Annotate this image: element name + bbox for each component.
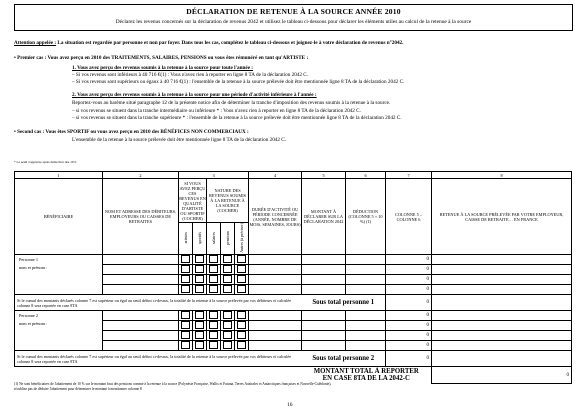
header-duree: DURÉE D'ACTIVITÉ OU PÉRIODE CONCERNÉE (ANNÉE, NOMBRE DE MOIS, SEMAINES, JOURS) <box>249 179 302 255</box>
checkbox-salaires[interactable] <box>209 285 218 293</box>
footer-note: (1) Ne sont bénéficiaires de l'abattement de 10 % sur le montant brut des pensions comme à la retenue à la source (Polynésie Française, Wallis et Futuna, Terres Australes et Antarctiques françaises et Nouvelle-Calédonie), n'oubliez pas de déduire l'abattement pour déterminer le montant à mentionner colonne 8 <box>14 382 332 391</box>
person1-label: Personne 1 <box>19 257 38 262</box>
retenue-input[interactable] <box>432 331 572 341</box>
duree-input[interactable] <box>249 331 302 341</box>
table-row <box>15 311 572 321</box>
montant-input[interactable] <box>302 311 346 321</box>
duree-input[interactable] <box>249 321 302 331</box>
attention-text: La situation est regardée par personne et non par foyer. Dans tous les cas, complétez le tableau ci-dessous et joignez-le à votre déclaration de revenus n°2042. <box>56 40 404 46</box>
form-title: DÉCLARATION DE RETENUE À LA SOURCE ANNÉE 2010 <box>186 7 401 16</box>
checkbox-salaires[interactable] <box>209 341 218 349</box>
note-p2: Si le cumul des montants déclarés colonne 7 est supérieur ou égal au seuil défini ci-dessus, la totalité de la retenue à la source prélevée par vos débiteurs et calculée colonne 8 sera reportée en case 8TA <box>15 351 302 367</box>
debiteur-input[interactable] <box>103 275 179 285</box>
subtotal-p1-label: Sous total personne 1 <box>302 295 386 311</box>
withholding-table <box>14 171 572 384</box>
header-beneficiaire: BÉNÉFICIAIRE <box>15 179 103 255</box>
montant-input[interactable] <box>302 341 346 351</box>
duree-input[interactable] <box>249 265 302 275</box>
deduction-input[interactable] <box>346 285 386 295</box>
note-p1: Si le cumul des montants déclarés colonne 7 est supérieur ou égal au seuil défini ci-dessus, la totalité de la retenue à la source prélevée par vos débiteurs et calculée colonne 8 sera reportée en case 8TA <box>15 295 302 311</box>
subtotal-p2-retenue[interactable] <box>432 351 572 367</box>
debiteur-input[interactable] <box>103 331 179 341</box>
checkbox-autres[interactable] <box>237 285 246 293</box>
retenue-input[interactable] <box>432 285 572 295</box>
checkbox-artiste[interactable] <box>181 321 190 329</box>
header-nature: NATURE DES REVENUS SOUMIS À LA RETENUE À LA SOURCE (COCHER) <box>207 179 249 223</box>
checkbox-salaires[interactable] <box>209 265 218 273</box>
checkbox-artiste[interactable] <box>181 341 190 349</box>
attention-paragraph <box>14 40 403 46</box>
checkbox-artiste[interactable] <box>181 275 190 283</box>
checkbox-salaires[interactable] <box>209 311 218 319</box>
checkbox-pensions[interactable] <box>223 321 232 329</box>
page-number: 16 <box>287 402 293 408</box>
deduction-input[interactable] <box>346 341 386 351</box>
label-salaires: salaires <box>211 232 216 244</box>
duree-input[interactable] <box>249 275 302 285</box>
subtotal-p2-value[interactable]: 0 <box>386 351 432 367</box>
subtotal-p2-label: Sous total personne 2 <box>302 351 386 367</box>
colonne-value[interactable]: 0 <box>386 331 432 341</box>
retenue-input[interactable] <box>432 265 572 275</box>
person1-cell[interactable] <box>15 255 103 295</box>
subtotal-p1-retenue[interactable] <box>432 295 572 311</box>
colonne-value[interactable]: 0 <box>386 341 432 351</box>
section1-sub2-line1: Reportez-vous au barème situé paragraphe 12 de la présente notice afin de déterminer la tranche d'imposition des revenus soumis à la retenue à la source. <box>72 100 391 106</box>
subtotal-p1-value[interactable]: 0 <box>386 295 432 311</box>
section2-heading: • Second cas : Vous êtes SPORTIF ou vous avez perçu en 2010 des BÉNÉFICES NON COMMERCIAUX : <box>14 129 249 135</box>
header-montant: MONTANT À DÉCLARER SUR LA DÉCLARATION 2042 <box>302 179 346 255</box>
duree-input[interactable] <box>249 255 302 265</box>
person2-cell[interactable] <box>15 311 103 351</box>
column-number-row <box>15 172 572 179</box>
checkbox-artiste[interactable] <box>181 331 190 339</box>
checkbox-sportif[interactable] <box>195 311 204 319</box>
form-subtitle: Déclarez les revenus concernés sur la déclaration de revenus 2042 et utilisez le tableau ci-dessous pour déclarer les éléments utiles au calcul de la retenue à la source <box>115 19 472 25</box>
debiteur-input[interactable] <box>103 255 179 265</box>
montant-input[interactable] <box>302 265 346 275</box>
section1-sub2-line3: – si vos revenus se situent dans la tranche supérieure * : l'ensemble de la retenue à la source prélevée doit être mentionnée ligne 8 TA de la déclaration 2042 C. <box>72 115 402 121</box>
checkbox-artiste[interactable] <box>181 311 190 319</box>
montant-input[interactable] <box>302 285 346 295</box>
subtotal-row-p1 <box>15 295 572 311</box>
checkbox-salaires[interactable] <box>209 255 218 263</box>
checkbox-autres[interactable] <box>237 265 246 273</box>
label-pensions: pensions <box>225 231 230 245</box>
col-number: 8 <box>432 172 572 179</box>
section2-line1: L'ensemble de la retenue à la source prélevée doit être mentionnée ligne 8 TA de la déclaration 2042 C. <box>72 137 287 143</box>
label-sportifs: sportifs <box>197 232 202 244</box>
debiteur-input[interactable] <box>103 265 179 275</box>
deduction-input[interactable] <box>346 331 386 341</box>
header-debiteurs: NOM ET ADRESSE DES DÉBITEURS, EMPLOYEURS OU CAISSES DE RETRAITES <box>103 179 179 255</box>
debiteur-input[interactable] <box>103 321 179 331</box>
person2-name-label: nom et prénom : <box>19 321 48 326</box>
section1-sub2-title: 2. Vous avez perçu des revenus soumis à la retenue à la source pour une période d'activité inférieure à l'année : <box>72 92 317 98</box>
header-deduction: DÉDUCTION (COLONNE 5 × 10 %) (1) <box>346 179 386 255</box>
retenue-input[interactable] <box>432 321 572 331</box>
header-colonne: COLONNE 5 – COLONNE 6 <box>386 179 432 255</box>
subtotal-row-p2 <box>15 351 572 367</box>
section1-sub1-line2: – Si vos revenus sont supérieurs ou égaux à 40 716 €(1) : l'ensemble de la retenue à la source prélevée doit être mentionnée ligne 8 TA de la déclaration 2042 C. <box>72 79 405 85</box>
montant-input[interactable] <box>302 321 346 331</box>
colonne-value[interactable]: 0 <box>386 265 432 275</box>
form-header <box>14 4 573 31</box>
checkbox-pensions[interactable] <box>223 331 232 339</box>
checkbox-autres[interactable] <box>237 321 246 329</box>
checkbox-autres[interactable] <box>237 275 246 283</box>
col-number: 3 <box>179 172 249 179</box>
checkbox-pensions[interactable] <box>223 275 232 283</box>
checkbox-pensions[interactable] <box>223 285 232 293</box>
retenue-input[interactable] <box>432 255 572 265</box>
checkbox-autres[interactable] <box>237 331 246 339</box>
checkbox-autres[interactable] <box>237 341 246 349</box>
checkbox-autres[interactable] <box>237 311 246 319</box>
col-number: 1 <box>15 172 103 179</box>
section1-sub2-line2: – si vos revenus se situent dans la tranche intermédiaire ou inférieure * : Vous n'avez rien à reporter en ligne 8 TA de la déclaration 2042 C. <box>72 108 361 114</box>
colonne-value[interactable]: 0 <box>386 255 432 265</box>
header-row <box>15 179 572 223</box>
checkbox-sportif[interactable] <box>195 331 204 339</box>
debiteur-input[interactable] <box>103 285 179 295</box>
checkbox-pensions[interactable] <box>223 265 232 273</box>
colonne-value[interactable]: 0 <box>386 285 432 295</box>
debiteur-input[interactable] <box>103 311 179 321</box>
deduction-input[interactable] <box>346 311 386 321</box>
header-retenue: RETENUE À LA SOURCE PRÉLEVÉE PAR VOTRE EMPLOYEUR, CAISSE DE RETRAITE… EN FRANCE <box>432 179 572 255</box>
col-number: 6 <box>346 172 386 179</box>
retenue-input[interactable] <box>432 341 572 351</box>
total-value[interactable]: 0 <box>432 367 572 384</box>
checkbox-artiste[interactable] <box>181 265 190 273</box>
duree-input[interactable] <box>249 341 302 351</box>
header-qualite: SI VOUS AVEZ PERÇU CES REVENUS EN QUALITÉ D'ARTISTE OU SPORTIF (COCHER) <box>179 180 206 221</box>
section1-sub1-title: 1. Vous avez perçu des revenus soumis à la retenue à la source pour toute l'année : <box>72 65 254 71</box>
col-number: 5 <box>302 172 346 179</box>
colonne-value[interactable]: 0 <box>386 311 432 321</box>
section1-heading: • Premier cas : Vous avez perçu en 2010 des TRAITEMENTS, SALAIRES, PENSIONS ou vous êtes rémunéré en tant qu'ARTISTE : <box>14 55 309 61</box>
col-number: 7 <box>386 172 432 179</box>
total-label-line1: MONTANT TOTAL À REPORTER <box>313 368 419 376</box>
checkbox-pensions[interactable] <box>223 311 232 319</box>
checkbox-pensions[interactable] <box>223 341 232 349</box>
montant-input[interactable] <box>302 255 346 265</box>
deduction-input[interactable] <box>346 255 386 265</box>
attention-label: Attention appelée : <box>14 40 57 46</box>
checkbox-autres[interactable] <box>237 255 246 263</box>
total-label <box>302 367 432 384</box>
checkbox-salaires[interactable] <box>209 321 218 329</box>
checkbox-sportif[interactable] <box>195 285 204 293</box>
debiteur-input[interactable] <box>103 341 179 351</box>
montant-input[interactable] <box>302 275 346 285</box>
checkbox-sportif[interactable] <box>195 265 204 273</box>
col-number: 4 <box>249 172 302 179</box>
colonne-value[interactable]: 0 <box>386 275 432 285</box>
colonne-value[interactable]: 0 <box>386 321 432 331</box>
section1-sub1-line1: – Si vos revenus sont inférieurs à 40 716 €(1) : Vous n'avez rien à reporter en ligne 8 TA de la déclaration 2042 C. <box>72 72 309 78</box>
checkbox-artiste[interactable] <box>181 285 190 293</box>
retenue-input[interactable] <box>432 311 572 321</box>
label-autres: Autres (à préciser) <box>239 223 245 253</box>
deduction-input[interactable] <box>346 265 386 275</box>
deduction-input[interactable] <box>346 275 386 285</box>
table-row <box>15 255 572 265</box>
checkbox-sportif[interactable] <box>195 321 204 329</box>
col-number: 2 <box>103 172 179 179</box>
checkbox-sportif[interactable] <box>195 275 204 283</box>
checkbox-pensions[interactable] <box>223 255 232 263</box>
montant-input[interactable] <box>302 331 346 341</box>
duree-input[interactable] <box>249 285 302 295</box>
retenue-input[interactable] <box>432 275 572 285</box>
total-label-line2: EN CASE 8TA DE LA 2042-C <box>322 375 410 383</box>
person1-name-label: nom et prénom : <box>19 265 48 270</box>
duree-input[interactable] <box>249 311 302 321</box>
total-row <box>15 367 572 384</box>
person2-label: Personne 2 <box>19 313 38 318</box>
checkbox-salaires[interactable] <box>209 331 218 339</box>
checkbox-salaires[interactable] <box>209 275 218 283</box>
checkbox-sportif[interactable] <box>195 255 204 263</box>
deduction-input[interactable] <box>346 321 386 331</box>
checkbox-artiste[interactable] <box>181 255 190 263</box>
threshold-footnote: * Le seuil s'apprécie après déduction des 10% <box>14 160 77 164</box>
checkbox-sportif[interactable] <box>195 341 204 349</box>
label-artistes: artistes <box>183 232 188 244</box>
